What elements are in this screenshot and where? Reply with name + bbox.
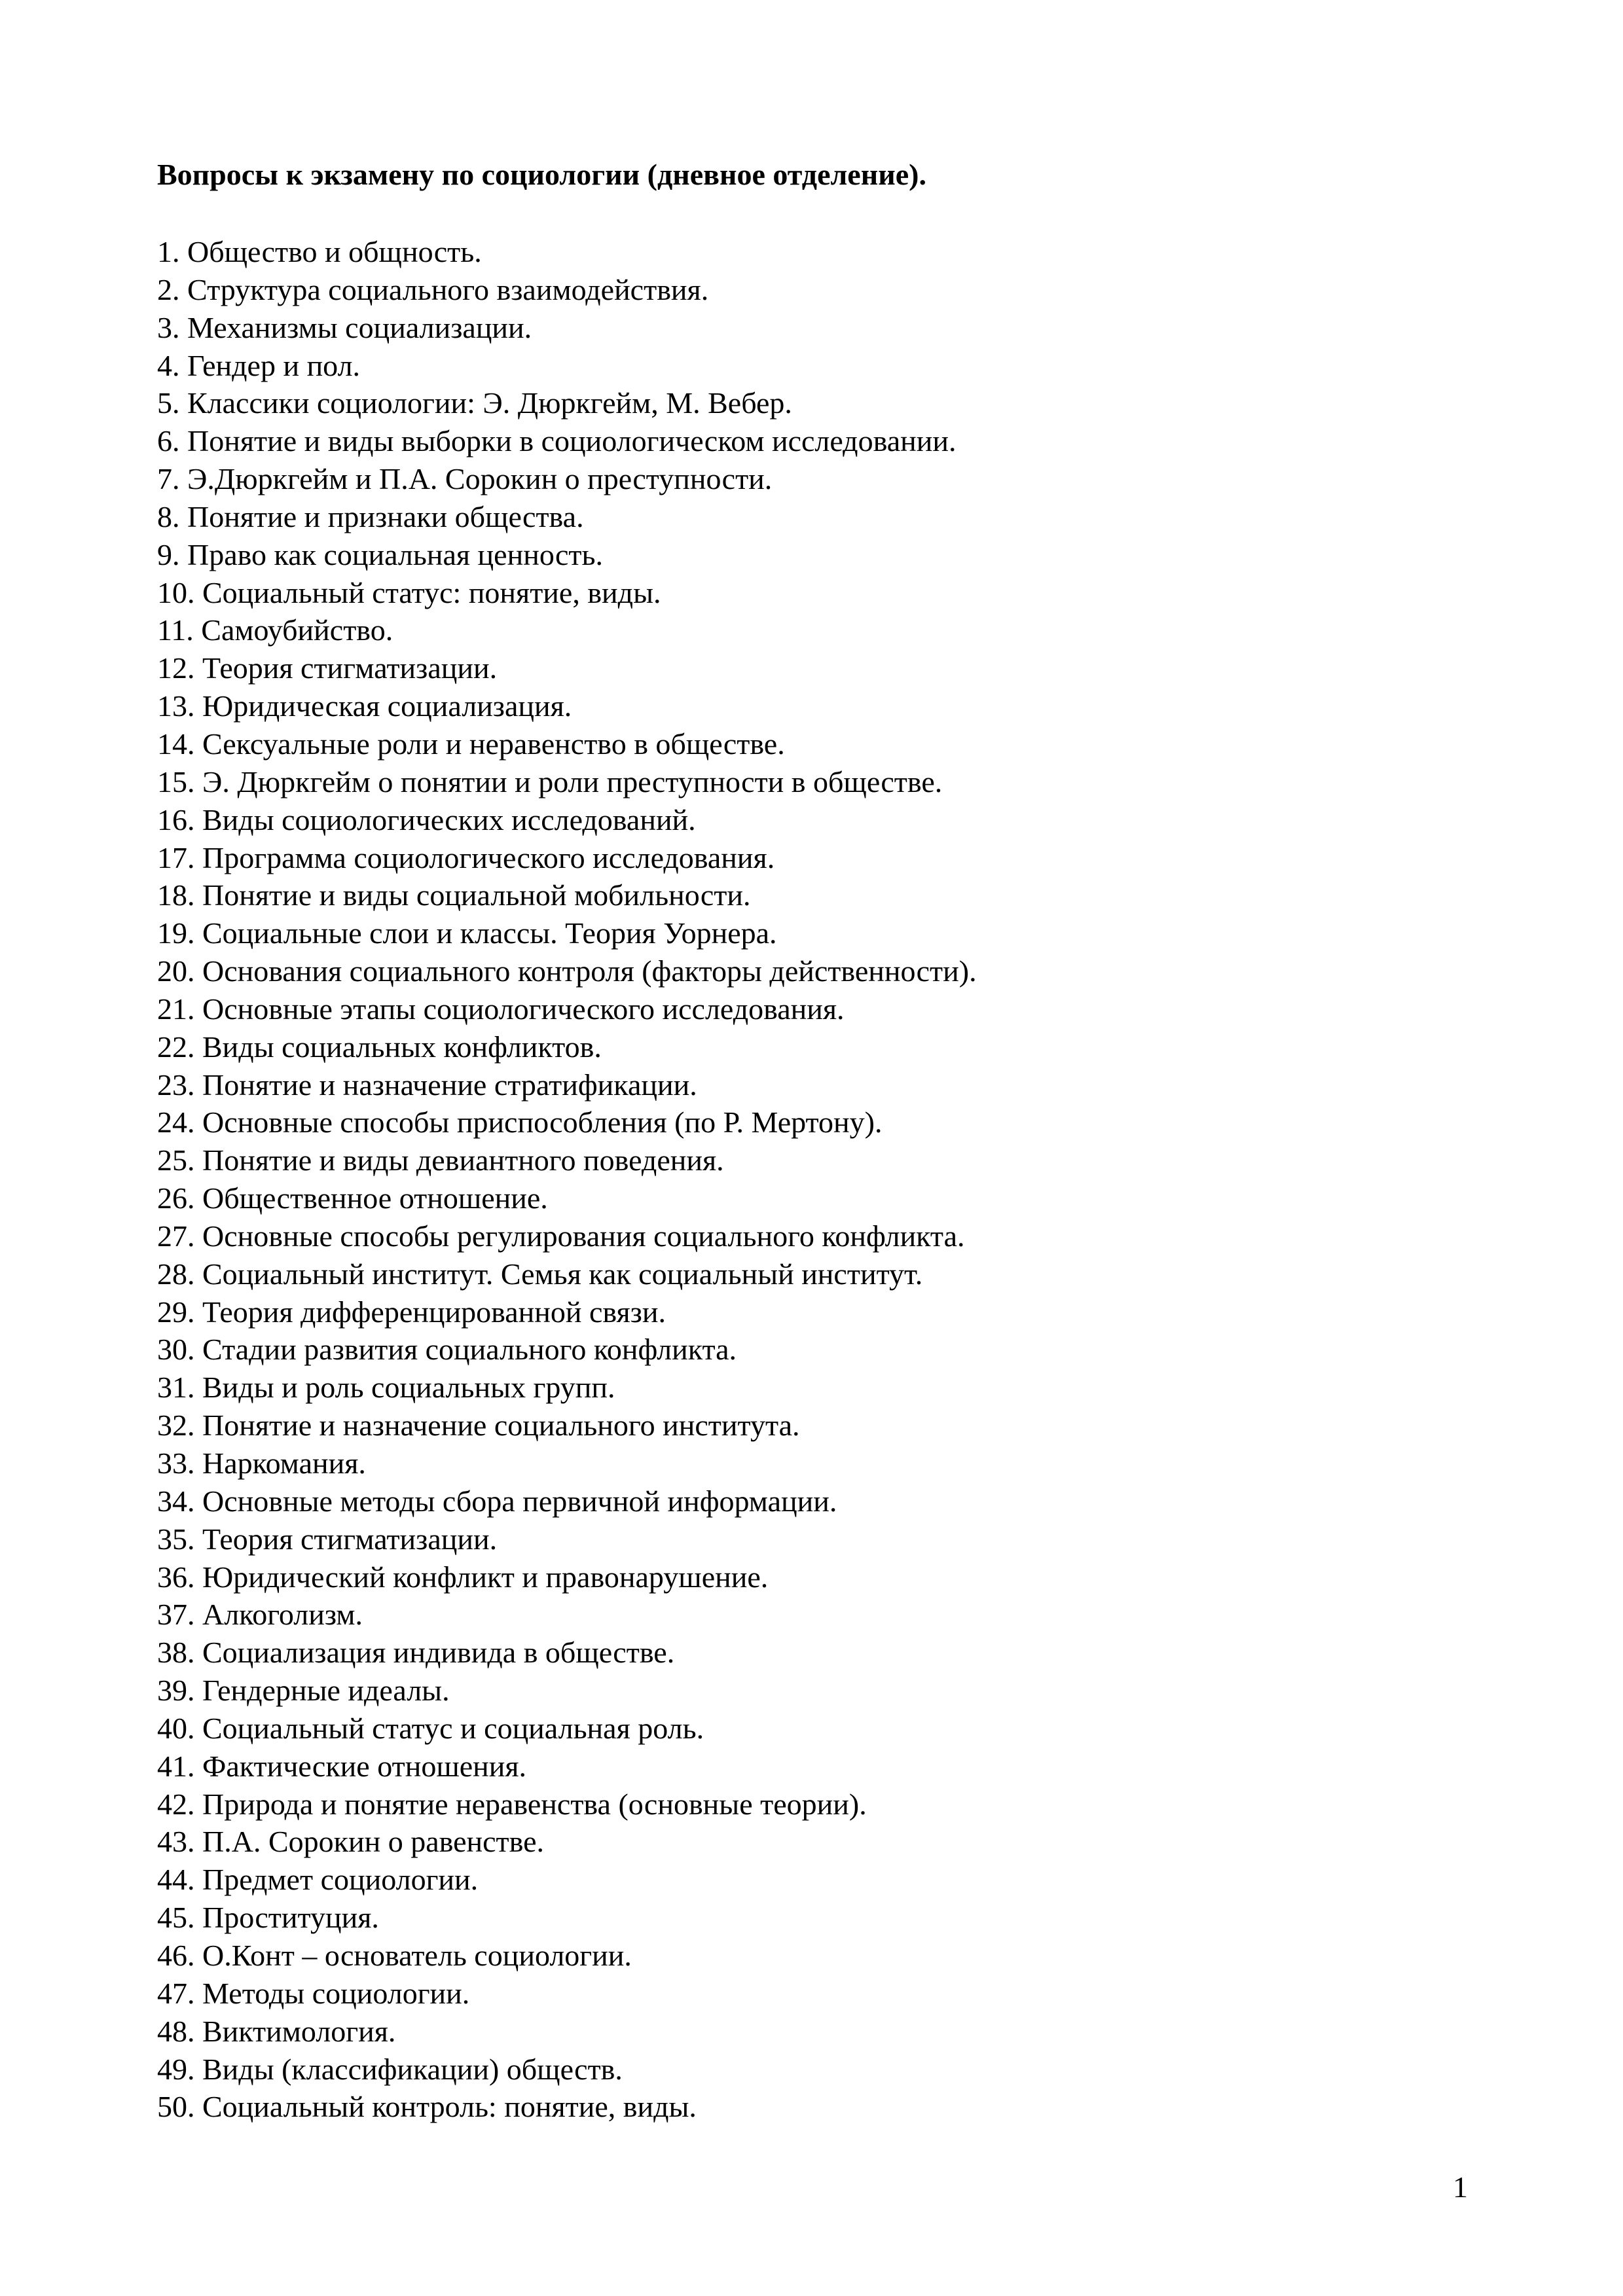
- question-item: 19. Социальные слои и классы. Теория Уорнера.: [157, 916, 777, 950]
- question-item: 38. Социализация индивида в обществе.: [157, 1636, 675, 1670]
- question-item: 33. Наркомания.: [157, 1446, 366, 1480]
- question-item: 11. Самоубийство.: [157, 613, 393, 647]
- question-item: 22. Виды социальных конфликтов.: [157, 1030, 602, 1064]
- question-item: 9. Право как социальная ценность.: [157, 537, 603, 571]
- question-item: 17. Программа социологического исследования.: [157, 840, 775, 874]
- question-item: 32. Понятие и назначение социального института.: [157, 1408, 800, 1443]
- question-item: 42. Природа и понятие неравенства (основные теории).: [157, 1787, 867, 1821]
- question-item: 18. Понятие и виды социальной мобильности.: [157, 878, 751, 912]
- question-item: 1. Общество и общность.: [157, 235, 482, 268]
- question-item: 25. Понятие и виды девиантного поведения.: [157, 1143, 724, 1177]
- question-item: 35. Теория стигматизации.: [157, 1522, 498, 1556]
- page-number: 1: [1453, 2170, 1468, 2204]
- question-item: 4. Гендер и пол.: [157, 348, 361, 382]
- question-item: 37. Алкоголизм.: [157, 1598, 363, 1632]
- question-item: 41. Фактические отношения.: [157, 1749, 527, 1783]
- question-item: 2. Структура социального взаимодействия.: [157, 272, 709, 306]
- question-item: 40. Социальный статус и социальная роль.: [157, 1711, 704, 1745]
- question-item: 24. Основные способы приспособления (по Р. Мертону).: [157, 1105, 883, 1139]
- question-item: 30. Стадии развития социального конфликта.: [157, 1333, 737, 1367]
- question-item: 12. Теория стигматизации.: [157, 651, 498, 685]
- question-item: 46. О.Конт – основатель социологии.: [157, 1938, 632, 1972]
- question-item: 3. Механизмы социализации.: [157, 310, 532, 344]
- question-item: 21. Основные этапы социологического исследования.: [157, 992, 845, 1026]
- question-item: 27. Основные способы регулирования социального конфликта.: [157, 1219, 965, 1253]
- question-item: 39. Гендерные идеалы.: [157, 1674, 450, 1708]
- question-item: 7. Э.Дюркгейм и П.А. Сорокин о преступности.: [157, 462, 773, 496]
- question-item: 26. Общественное отношение.: [157, 1181, 548, 1215]
- question-item: 36. Юридический конфликт и правонарушение.: [157, 1560, 769, 1594]
- question-item: 6. Понятие и виды выборки в социологическом исследовании.: [157, 424, 957, 458]
- question-item: 44. Предмет социологии.: [157, 1863, 479, 1897]
- question-item: 43. П.А. Сорокин о равенстве.: [157, 1825, 544, 1859]
- question-item: 14. Сексуальные роли и неравенство в обществе.: [157, 726, 785, 761]
- question-item: 5. Классики социологии: Э. Дюркгейм, М. Вебер.: [157, 386, 792, 420]
- question-item: 10. Социальный статус: понятие, виды.: [157, 575, 661, 609]
- question-list: [157, 233, 977, 2126]
- question-item: 49. Виды (классификации) обществ.: [157, 2052, 623, 2086]
- question-item: 31. Виды и роль социальных групп.: [157, 1371, 615, 1405]
- question-item: 28. Социальный институт. Семья как социальный институт.: [157, 1257, 923, 1291]
- question-item: 23. Понятие и назначение стратификации.: [157, 1067, 697, 1102]
- question-item: 34. Основные методы сбора первичной информации.: [157, 1484, 837, 1518]
- question-item: 13. Юридическая социализация.: [157, 689, 572, 723]
- question-item: 16. Виды социологических исследований.: [157, 802, 696, 836]
- question-item: 45. Проституция.: [157, 1901, 379, 1935]
- question-item: 29. Теория дифференцированной связи.: [157, 1295, 666, 1329]
- question-item: 8. Понятие и признаки общества.: [157, 499, 584, 533]
- question-item: 47. Методы социологии.: [157, 1976, 470, 2010]
- question-item: 20. Основания социального контроля (факторы действенности).: [157, 954, 977, 988]
- question-item: 50. Социальный контроль: понятие, виды.: [157, 2090, 697, 2124]
- question-item: 48. Виктимология.: [157, 2014, 396, 2048]
- document-title: Вопросы к экзамену по социологии (дневное отделение).: [157, 158, 926, 191]
- question-item: 15. Э. Дюркгейм о понятии и роли преступности в обществе.: [157, 764, 943, 798]
